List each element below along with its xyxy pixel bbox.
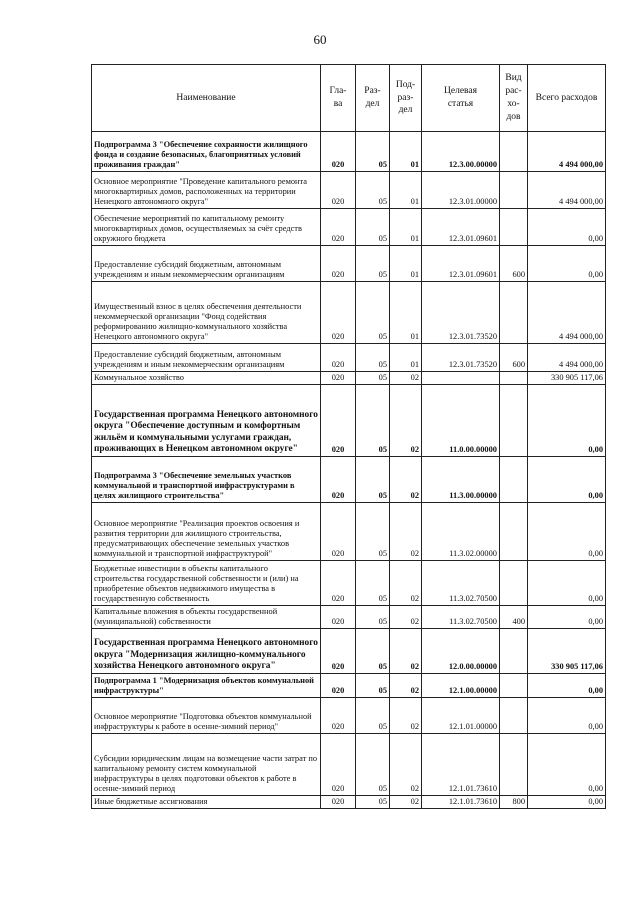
- row-subsection: 02: [390, 503, 422, 561]
- row-section: 05: [356, 674, 390, 698]
- row-subsection: 02: [390, 698, 422, 734]
- table-row: [92, 457, 606, 503]
- row-section: 05: [356, 698, 390, 734]
- row-expense-type: 400: [500, 606, 528, 629]
- row-section: 05: [356, 561, 390, 606]
- row-total: 0,00: [528, 606, 606, 629]
- row-article: 12.1.00.00000: [422, 674, 500, 698]
- row-section: 05: [356, 209, 390, 246]
- row-chapter: 020: [321, 629, 356, 674]
- row-article: 12.1.01.00000: [422, 698, 500, 734]
- row-chapter: 020: [321, 209, 356, 246]
- row-total: 0,00: [528, 734, 606, 796]
- header-chapter: Гла- ва: [321, 65, 356, 132]
- row-expense-type: [500, 561, 528, 606]
- row-expense-type: [500, 457, 528, 503]
- row-total: 0,00: [528, 698, 606, 734]
- row-total: 4 494 000,00: [528, 132, 606, 172]
- row-section: 05: [356, 503, 390, 561]
- header-subsection: Под- раз- дел: [390, 65, 422, 132]
- row-expense-type: [500, 674, 528, 698]
- header-article: Целевая статья: [422, 65, 500, 132]
- row-article: 11.3.02.70500: [422, 606, 500, 629]
- row-name: Бюджетные инвестиции в объекты капитального строительства государственной собственности и (или) на приобретение объектов недвижимого имущества в государственную собственность: [92, 561, 321, 606]
- table-row: [92, 172, 606, 209]
- row-chapter: 020: [321, 503, 356, 561]
- row-chapter: 020: [321, 674, 356, 698]
- row-article: 12.1.01.73610: [422, 734, 500, 796]
- row-article: 11.0.00.00000: [422, 385, 500, 457]
- row-chapter: 020: [321, 796, 356, 809]
- row-chapter: 020: [321, 372, 356, 385]
- row-chapter: 020: [321, 561, 356, 606]
- row-chapter: 020: [321, 606, 356, 629]
- row-expense-type: [500, 734, 528, 796]
- row-expense-type: [500, 282, 528, 344]
- row-total: 0,00: [528, 674, 606, 698]
- row-article: 12.3.01.73520: [422, 344, 500, 372]
- row-subsection: 02: [390, 457, 422, 503]
- row-expense-type: 600: [500, 344, 528, 372]
- row-subsection: 01: [390, 344, 422, 372]
- row-total: 0,00: [528, 246, 606, 282]
- row-article: 12.3.01.00000: [422, 172, 500, 209]
- row-name: Обеспечение мероприятий по капитальному ремонту многоквартирных домов, осуществляемых за счёт средств окружного бюджета: [92, 209, 321, 246]
- row-expense-type: 600: [500, 246, 528, 282]
- table-row: [92, 734, 606, 796]
- row-expense-type: [500, 385, 528, 457]
- table-row: [92, 372, 606, 385]
- row-name: Имущественный взнос в целях обеспечения деятельности некоммерческой организации "Фонд содействия реформированию жилищно-коммунального хозяйства Ненецкого автономного округа": [92, 282, 321, 344]
- row-article: 12.3.01.73520: [422, 282, 500, 344]
- row-article: 12.1.01.73610: [422, 796, 500, 809]
- row-subsection: 01: [390, 246, 422, 282]
- table-row: [92, 246, 606, 282]
- row-name: Основное мероприятие "Подготовка объектов коммунальной инфраструктуры к работе в осенне-зимний период": [92, 698, 321, 734]
- row-name: Подпрограмма 3 "Обеспечение земельных участков коммунальной и транспортной инфраструктурами в целях жилищного строительства": [92, 457, 321, 503]
- row-name: Основное мероприятие "Реализация проектов освоения и развития территории для жилищного строительства, предусматривающих обеспечение земельных участков коммунальной и транспортной инфраструктурой": [92, 503, 321, 561]
- row-name: Государственная программа Ненецкого автономного округа "Модернизация жилищно-коммунального хозяйства Ненецкого автономного округа": [92, 629, 321, 674]
- row-subsection: 01: [390, 132, 422, 172]
- row-expense-type: [500, 629, 528, 674]
- row-subsection: 02: [390, 734, 422, 796]
- table-row: [92, 674, 606, 698]
- table-row: [92, 282, 606, 344]
- row-section: 05: [356, 172, 390, 209]
- row-chapter: 020: [321, 385, 356, 457]
- row-total: 0,00: [528, 457, 606, 503]
- row-chapter: 020: [321, 457, 356, 503]
- row-name: Субсидии юридическим лицам на возмещение части затрат по капитальному ремонту систем коммунальной инфраструктуры в целях подготовки объектов к работе в осенне-зимний период: [92, 734, 321, 796]
- page-number: 60: [313, 32, 327, 47]
- row-subsection: 01: [390, 209, 422, 246]
- row-article: 12.3.01.09601: [422, 246, 500, 282]
- row-subsection: 02: [390, 606, 422, 629]
- row-section: 05: [356, 372, 390, 385]
- row-article: 11.3.02.70500: [422, 561, 500, 606]
- row-section: 05: [356, 132, 390, 172]
- row-expense-type: [500, 172, 528, 209]
- row-expense-type: [500, 698, 528, 734]
- header-name: Наименование: [92, 65, 321, 132]
- header-expense-type: Вид рас- хо- дов: [500, 65, 528, 132]
- row-total: 330 905 117,06: [528, 372, 606, 385]
- row-subsection: 02: [390, 674, 422, 698]
- row-section: 05: [356, 606, 390, 629]
- table-row: [92, 698, 606, 734]
- row-article: 12.0.00.00000: [422, 629, 500, 674]
- row-total: 4 494 000,00: [528, 282, 606, 344]
- table-row: [92, 629, 606, 674]
- table-row: [92, 561, 606, 606]
- row-total: 4 494 000,00: [528, 344, 606, 372]
- row-chapter: 020: [321, 132, 356, 172]
- row-article: 12.3.00.00000: [422, 132, 500, 172]
- row-total: 0,00: [528, 503, 606, 561]
- row-name: Иные бюджетные ассигнования: [92, 796, 321, 809]
- row-chapter: 020: [321, 734, 356, 796]
- table-row: [92, 503, 606, 561]
- table-row: [92, 796, 606, 809]
- row-name: Подпрограмма 3 "Обеспечение сохранности жилищного фонда и создание безопасных, благоприятных условий проживания граждан": [92, 132, 321, 172]
- row-section: 05: [356, 344, 390, 372]
- table-row: [92, 132, 606, 172]
- header-section: Раз- дел: [356, 65, 390, 132]
- row-total: 330 905 117,06: [528, 629, 606, 674]
- table-row: [92, 344, 606, 372]
- row-total: 0,00: [528, 209, 606, 246]
- row-subsection: 02: [390, 796, 422, 809]
- row-section: 05: [356, 457, 390, 503]
- row-article: 12.3.01.09601: [422, 209, 500, 246]
- table-row: [92, 209, 606, 246]
- row-section: 05: [356, 246, 390, 282]
- row-section: 05: [356, 734, 390, 796]
- row-name: Государственная программа Ненецкого автономного округа "Обеспечение доступным и комфортным жильём и коммунальными услугами граждан, проживающих в Ненецком автономном округе": [92, 385, 321, 457]
- header-row: [92, 65, 606, 132]
- row-name: Предоставление субсидий бюджетным, автономным учреждениям и иным некоммерческим организациям: [92, 344, 321, 372]
- row-subsection: 02: [390, 385, 422, 457]
- row-subsection: 02: [390, 629, 422, 674]
- row-chapter: 020: [321, 344, 356, 372]
- budget-table: [91, 64, 606, 809]
- row-article: 11.3.00.00000: [422, 457, 500, 503]
- row-total: 0,00: [528, 796, 606, 809]
- row-subsection: 02: [390, 372, 422, 385]
- row-name: Капитальные вложения в объекты государственной (муниципальной) собственности: [92, 606, 321, 629]
- row-total: 4 494 000,00: [528, 172, 606, 209]
- row-total: 0,00: [528, 561, 606, 606]
- row-section: 05: [356, 796, 390, 809]
- table-row: [92, 606, 606, 629]
- row-article: 11.3.02.00000: [422, 503, 500, 561]
- header-total: Всего расходов: [528, 65, 606, 132]
- table-row: [92, 385, 606, 457]
- row-expense-type: [500, 372, 528, 385]
- row-section: 05: [356, 385, 390, 457]
- row-total: 0,00: [528, 385, 606, 457]
- row-subsection: 01: [390, 172, 422, 209]
- row-chapter: 020: [321, 172, 356, 209]
- row-name: Основное мероприятие "Проведение капитального ремонта многоквартирных домов, расположенных на территории Ненецкого автономного округа": [92, 172, 321, 209]
- row-chapter: 020: [321, 698, 356, 734]
- row-subsection: 02: [390, 561, 422, 606]
- row-expense-type: 800: [500, 796, 528, 809]
- row-section: 05: [356, 282, 390, 344]
- row-chapter: 020: [321, 282, 356, 344]
- row-section: 05: [356, 629, 390, 674]
- row-chapter: 020: [321, 246, 356, 282]
- row-name: Предоставление субсидий бюджетным, автономным учреждениям и иным некоммерческим организациям: [92, 246, 321, 282]
- row-article: [422, 372, 500, 385]
- row-name: Подпрограмма 1 "Модернизация объектов коммунальной инфраструктуры": [92, 674, 321, 698]
- row-expense-type: [500, 132, 528, 172]
- row-expense-type: [500, 209, 528, 246]
- row-subsection: 01: [390, 282, 422, 344]
- row-expense-type: [500, 503, 528, 561]
- row-name: Коммунальное хозяйство: [92, 372, 321, 385]
